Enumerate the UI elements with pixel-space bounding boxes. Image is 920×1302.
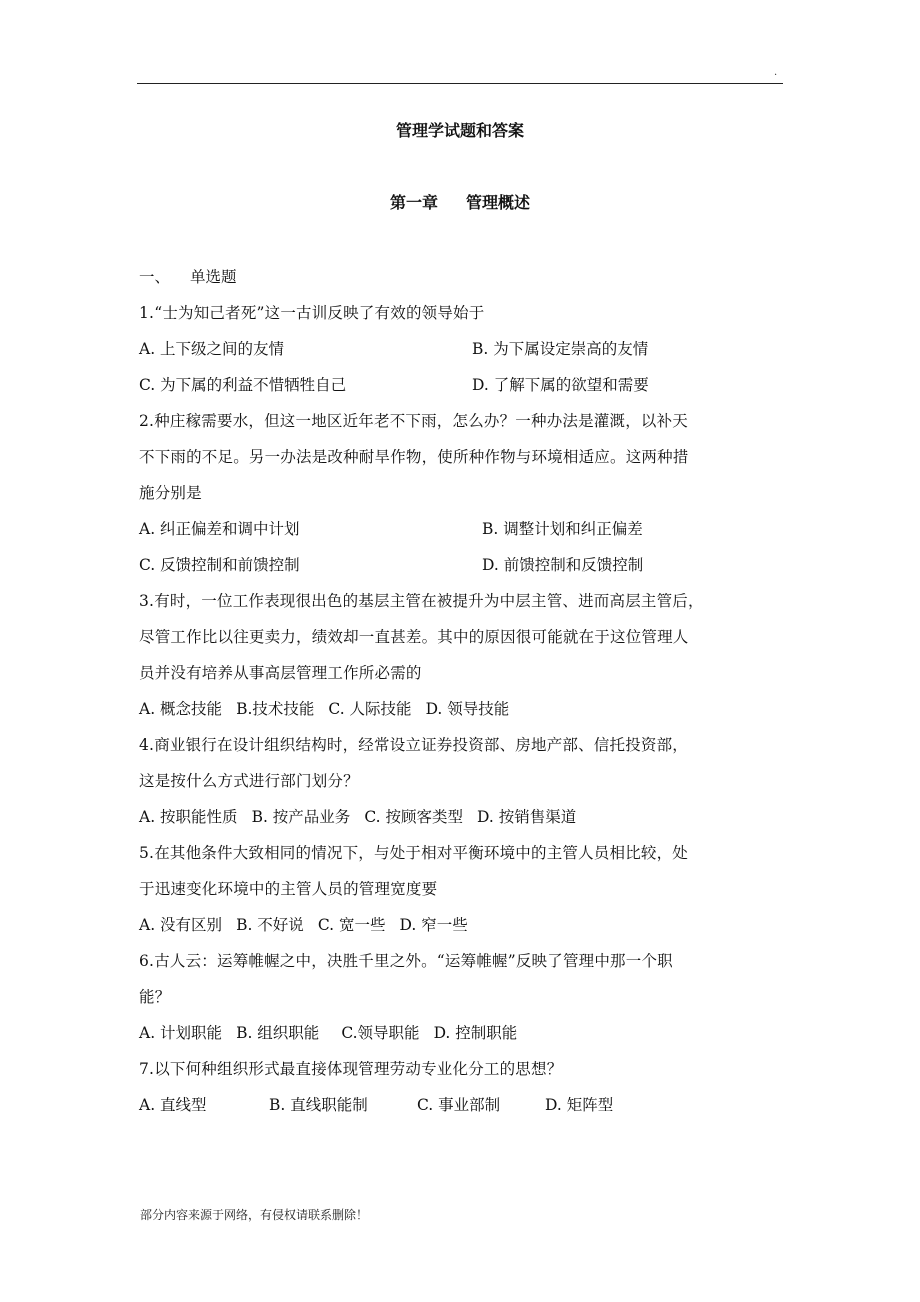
option-c: C.领导职能: [341, 1024, 420, 1042]
options-row: [139, 799, 785, 835]
section-heading: [139, 259, 785, 295]
option-a: A. 没有区别: [139, 916, 223, 934]
question-stem: 7.以下何种组织形式最直接体现管理劳动专业化分工的思想？: [139, 1060, 563, 1078]
options-row: [139, 1015, 785, 1051]
question-stem: 员并没有培养从事高层管理工作所必需的: [139, 664, 422, 682]
question-4: [139, 727, 785, 835]
question-stem: 3.有时，一位工作表现很出色的基层主管在被提升为中层主管、进而高层主管后，: [139, 592, 704, 610]
options-row: [139, 547, 785, 583]
question-stem: 4.商业银行在设计组织结构时，经常设立证券投资部、房地产部、信托投资部，: [139, 736, 688, 754]
option-c: C. 反馈控制和前馈控制: [139, 556, 300, 574]
options-row: [139, 367, 785, 403]
option-a: A. 直线型: [139, 1096, 207, 1114]
question-3: [139, 583, 785, 727]
question-stem: 能？: [139, 988, 171, 1006]
question-stem: 不下雨的不足。另一办法是改种耐旱作物，使所种作物与环境相适应。这两种措: [139, 448, 689, 466]
option-b: B. 直线职能制: [269, 1096, 368, 1114]
option-a: A. 上下级之间的友情: [139, 340, 285, 358]
question-stem: 尽管工作比以往更卖力，绩效却一直甚差。其中的原因很可能就在于这位管理人: [139, 628, 689, 646]
option-b: B. 按产品业务: [251, 808, 351, 826]
chapter-number: 第一章: [389, 193, 438, 212]
option-a: A. 概念技能: [139, 700, 223, 718]
option-c: C. 事业部制: [417, 1096, 501, 1114]
option-d: D. 前馈控制和反馈控制: [482, 556, 644, 574]
header-mark: .: [774, 67, 778, 78]
options-row: [139, 1087, 785, 1123]
question-5: [139, 835, 785, 943]
option-d: D. 控制职能: [433, 1024, 518, 1042]
question-2: [139, 403, 785, 583]
question-stem: 1.“士为知己者死”这一古训反映了有效的领导始于: [139, 304, 485, 322]
option-d: D. 按销售渠道: [476, 808, 577, 826]
option-c: C. 宽一些: [317, 916, 386, 934]
question-stem: 6.古人云：运筹帷幄之中，决胜千里之外。“运筹帷幄”反映了管理中那一个职: [139, 952, 673, 970]
option-a: A. 纠正偏差和调中计划: [139, 520, 300, 538]
options-row: [139, 511, 785, 547]
option-b: B. 为下属设定崇高的友情: [472, 340, 649, 358]
option-c: C. 人际技能: [328, 700, 412, 718]
question-stem: 5.在其他条件大致相同的情况下，与处于相对平衡环境中的主管人员相比较，处: [139, 844, 688, 862]
question-stem: 2.种庄稼需要水，但这一地区近年老不下雨，怎么办？一种办法是灌溉，以补天: [139, 412, 688, 430]
question-stem: 施分别是: [139, 484, 202, 502]
option-b: B.技术技能: [236, 700, 315, 718]
option-a: A. 按职能性质: [139, 808, 238, 826]
question-7: [139, 1051, 785, 1123]
document-title: 管理学试题和答案: [395, 121, 524, 140]
option-a: A. 计划职能: [139, 1024, 223, 1042]
section-name: 单选题: [190, 268, 237, 286]
options-row: [139, 907, 785, 943]
option-d: D. 矩阵型: [545, 1096, 614, 1114]
chapter-title: [137, 193, 783, 213]
option-b: B. 调整计划和纠正偏差: [482, 520, 643, 538]
option-b: B. 不好说: [236, 916, 304, 934]
question-stem: 这是按什么方式进行部门划分？: [139, 772, 359, 790]
header-rule: [137, 83, 783, 84]
option-b: B. 组织职能: [236, 1024, 320, 1042]
question-list: [139, 259, 785, 1123]
question-6: [139, 943, 785, 1051]
option-d: D. 领导技能: [425, 700, 510, 718]
option-d: D. 了解下属的欲望和需要: [472, 376, 649, 394]
options-row: [139, 331, 785, 367]
question-stem: 于迅速变化环境中的主管人员的管理宽度要: [139, 880, 438, 898]
option-d: D. 窄一些: [399, 916, 468, 934]
section-number: 一、: [139, 268, 171, 286]
option-c: C. 为下属的利益不惜牺牲自己: [139, 376, 347, 394]
option-c: C. 按顾客类型: [364, 808, 463, 826]
question-1: [139, 295, 785, 403]
footer-disclaimer: 部分内容来源于网络，有侵权请联系删除！: [140, 1208, 369, 1222]
chapter-name: 管理概述: [466, 193, 531, 212]
options-row: [139, 691, 785, 727]
